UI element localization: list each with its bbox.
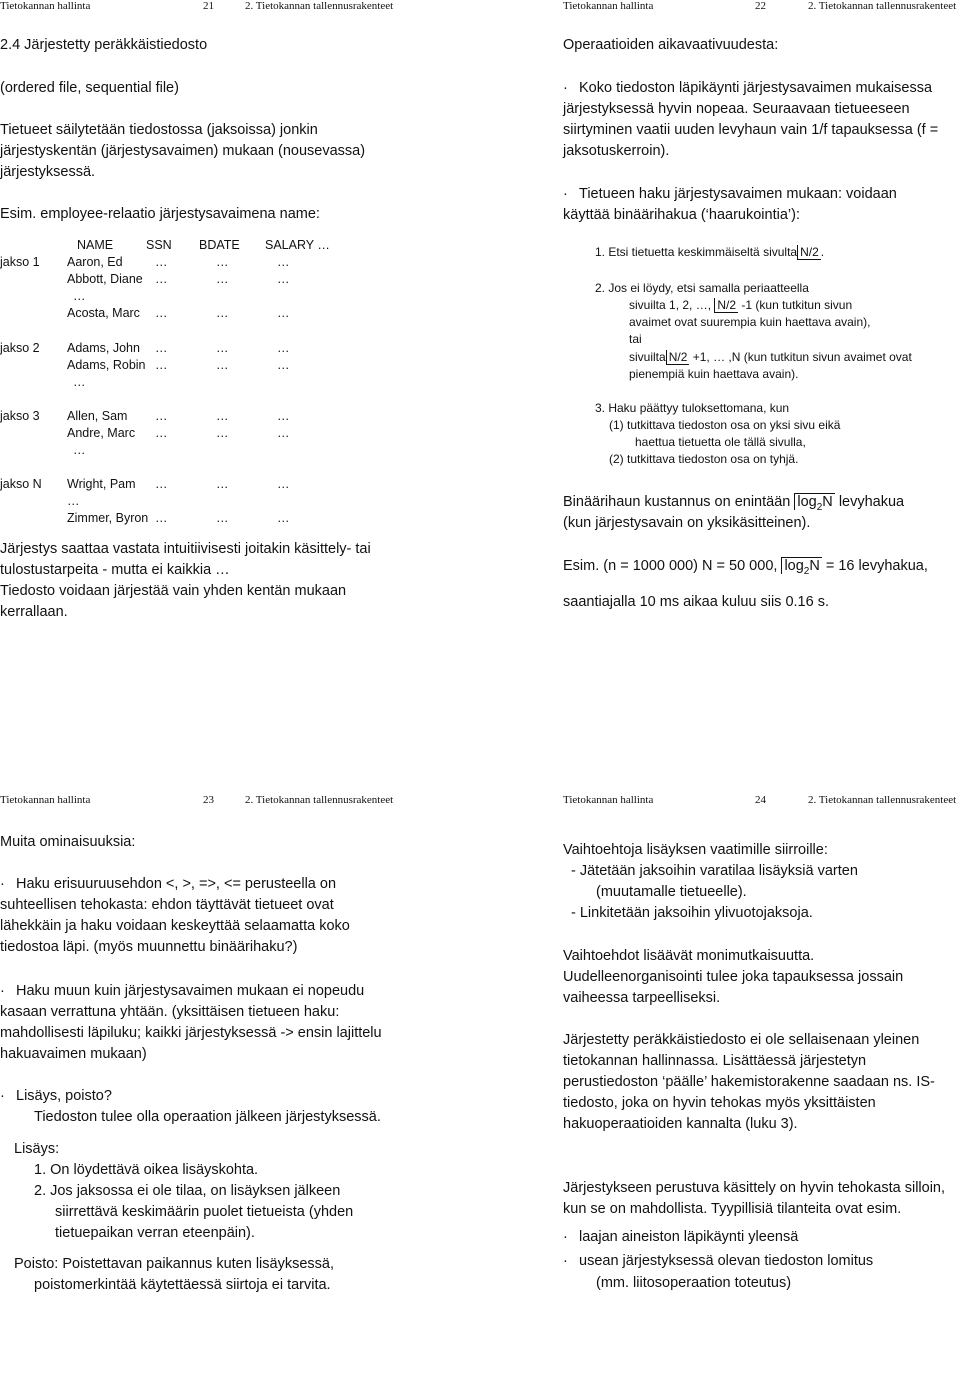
insert-step: 2. Jos jaksossa ei ole tilaa, on lisäyksen jälkeen <box>34 1183 341 1199</box>
page-header <box>563 0 960 14</box>
record-name: Adams, John <box>67 341 140 355</box>
page-23 <box>0 794 420 1394</box>
chapter-name: 2. Tietokannan tallennusrakenteet <box>245 794 394 806</box>
paragraph-line: vaiheessa tarpeelliseksi. <box>563 990 721 1006</box>
ceiling-expression <box>781 557 821 577</box>
field-ellipsis: … <box>277 409 290 423</box>
step-2-line <box>629 349 912 366</box>
step-3-line: haettua tietuetta ole tällä sivulla, <box>635 435 806 449</box>
paragraph-line: Järjestetty peräkkäistiedosto ei ole sellaisenaan yleinen <box>563 1032 920 1048</box>
page-number: 22 <box>755 0 766 12</box>
step-3-line: (2) tutkittava tiedoston osa on tyhjä. <box>609 452 799 466</box>
paragraph-line: tietokannan hallinnassa. Lisättäessä järjestetyn <box>563 1053 867 1069</box>
record-name: Abbott, Diane <box>67 272 143 286</box>
step-2-line: 2. Jos ei löydy, etsi samalla periaatteella <box>595 281 809 295</box>
field-ellipsis: … <box>155 426 168 440</box>
section-heading: Operaatioiden aikavaativuudesta: <box>563 37 779 53</box>
course-name: Tietokannan hallinta <box>0 0 91 12</box>
bullet-line: Koko tiedoston läpikäynti järjestysavaimen mukaisessa <box>579 80 933 96</box>
step-2-line: tai <box>629 332 642 346</box>
bullet-icon: · <box>0 876 5 892</box>
intro-line: Tietueet säilytetään tiedostossa (jaksoissa) jonkin <box>0 122 318 138</box>
note-line: Tiedosto voidaan järjestää vain yhden kentän mukaan <box>0 583 347 599</box>
field-ellipsis: … <box>155 272 168 286</box>
insert-step: siirrettävä keskimäärin puolet tietueista (yhden <box>55 1204 354 1220</box>
course-name: Tietokannan hallinta <box>563 794 654 806</box>
bullet-line: järjestyksessä hyvin nopeaa. Seuraavaan tietueeseen <box>563 101 910 117</box>
paragraph-line: Järjestykseen perustuva käsittely on hyvin tehokasta silloin, <box>563 1180 946 1196</box>
section-title: 2.4 Järjestetty peräkkäistiedosto <box>0 37 208 53</box>
bullet-line: usean järjestyksessä olevan tiedoston lomitus <box>579 1253 874 1269</box>
step-2-line <box>629 297 852 314</box>
bullet-line: siirtyminen vaatii uuden levyhaun vain 1/f tapauksessa (f = <box>563 122 939 138</box>
step-2-line: avaimet ovat suurempia kuin haettava avain), <box>629 315 871 329</box>
page-header <box>0 794 397 808</box>
log-variable: N <box>822 494 833 510</box>
field-ellipsis: … <box>216 409 229 423</box>
page-number: 24 <box>755 794 766 806</box>
field-ellipsis: … <box>277 306 290 320</box>
field-ellipsis: … <box>216 477 229 491</box>
row-ellipsis: … <box>73 443 86 457</box>
ceiling-expression <box>794 493 834 513</box>
block-label: jakso N <box>0 477 42 491</box>
step-text: . <box>820 245 825 259</box>
field-ellipsis: … <box>155 306 168 320</box>
bullet-line: suhteellisen tehokasta: ehdon täyttävät tietueet ovat <box>0 897 334 913</box>
example-caption: Esim. employee-relaatio järjestysavaimena name: <box>0 206 320 222</box>
cost-text: levyhakua <box>838 494 905 510</box>
step-3-line: 3. Haku päättyy tuloksettomana, kun <box>595 401 790 415</box>
step-text: 1. Etsi tietuetta keskimmäiseltä sivulta <box>595 245 798 259</box>
page-24 <box>563 794 960 1394</box>
column-header: NAME <box>77 238 114 252</box>
row-ellipsis: … <box>73 289 86 303</box>
page-22 <box>563 0 960 610</box>
course-name: Tietokannan hallinta <box>563 0 654 12</box>
field-ellipsis: … <box>155 255 168 269</box>
bullet-line: Lisäys, poisto? <box>16 1088 112 1104</box>
step-2-line: pienempiä kuin haettava avain). <box>629 367 799 381</box>
paragraph-line: kun se on mahdollista. Tyypillisiä tilanteita ovat esim. <box>563 1201 902 1217</box>
record-name: Zimmer, Byron <box>67 511 149 525</box>
record-name: Andre, Marc <box>67 426 136 440</box>
bullet-line: Tietueen haku järjestysavaimen mukaan: voidaan <box>579 186 897 202</box>
bullet-icon: · <box>0 983 5 999</box>
field-ellipsis: … <box>277 426 290 440</box>
insert-step: 1. On löydettävä oikea lisäyskohta. <box>34 1162 259 1178</box>
bullet-line: mahdollisesti läpiluku; kaikki järjestyksessä -> ensin lajittelu <box>0 1025 382 1041</box>
example-text: Esim. (n = 1000 000) N = 50 000, <box>563 558 778 574</box>
insert-step: tietuepaikan verran eteenpäin). <box>55 1225 255 1241</box>
floor-expression: N/2 <box>797 245 821 260</box>
page-header <box>0 0 397 14</box>
row-ellipsis: … <box>67 494 80 508</box>
section-heading: Muita ominaisuuksia: <box>0 834 136 850</box>
intro-line: järjestyksessä. <box>0 164 96 180</box>
block-label: jakso 2 <box>0 341 40 355</box>
bullet-line: Haku erisuuruusehdon <, >, =>, <= perusteella on <box>16 876 337 892</box>
paragraph-line: - Linkitetään jaksoihin ylivuotojaksoja. <box>571 905 813 921</box>
bullet-icon: · <box>563 186 568 202</box>
column-header: SSN <box>146 238 172 252</box>
step-text: +1, … ,N (kun tutkitun sivun avaimet ovat <box>692 350 912 364</box>
record-name: Aaron, Ed <box>67 255 123 269</box>
step-text: sivuilta 1, 2, …, <box>629 298 712 312</box>
field-ellipsis: … <box>155 341 168 355</box>
bullet-line: Tiedoston tulee olla operaation jälkeen järjestyksessä. <box>34 1109 381 1125</box>
field-ellipsis: … <box>216 358 229 372</box>
floor-expression: N/2 <box>666 350 690 365</box>
page-header <box>563 794 960 808</box>
step-text: -1 (kun tutkitun sivun <box>741 298 853 312</box>
bullet-line: kasaan verrattuna yhtään. (yksittäisen tietueen haku: <box>0 1004 340 1020</box>
paragraph-line: perustiedoston ‘päälle’ hakemistorakenne saadaan ns. IS- <box>563 1074 935 1090</box>
log-variable: N <box>809 558 820 574</box>
bullet-line: tiedostoa läpi. (myös muunnettu binäärihaku?) <box>0 939 298 955</box>
bullet-icon: · <box>563 1229 568 1245</box>
bullet-icon: · <box>563 80 568 96</box>
bullet-icon: · <box>563 1253 568 1269</box>
note-line: tulostustarpeita - mutta ei kaikkia … <box>0 562 230 578</box>
field-ellipsis: … <box>277 341 290 355</box>
paragraph-line: (muutamalle tietueelle). <box>596 884 747 900</box>
record-name: Wright, Pam <box>67 477 136 491</box>
paragraph-line: tiedosto, joka on hyvin tehokas myös yksittäisten <box>563 1095 876 1111</box>
field-ellipsis: … <box>216 426 229 440</box>
cost-line: (kun järjestysavain on yksikäsitteinen). <box>563 515 811 531</box>
example-line: saantiajalla 10 ms aikaa kuluu siis 0.16 s. <box>563 594 829 610</box>
page-21 <box>0 0 420 620</box>
note-line: kerrallaan. <box>0 604 68 620</box>
chapter-name: 2. Tietokannan tallennusrakenteet <box>245 0 394 12</box>
field-ellipsis: … <box>155 358 168 372</box>
column-header: BDATE <box>199 238 240 252</box>
paragraph-line: hakuoperaatioiden kannalta (luku 3). <box>563 1116 798 1132</box>
step-1 <box>595 244 824 261</box>
field-ellipsis: … <box>216 272 229 286</box>
field-ellipsis: … <box>277 358 290 372</box>
step-3-line: (1) tutkittava tiedoston osa on yksi sivu eikä <box>609 418 841 432</box>
record-name: Acosta, Marc <box>67 306 140 320</box>
floor-expression: N/2 <box>714 298 738 313</box>
course-name: Tietokannan hallinta <box>0 794 91 806</box>
delete-line: Poisto: Poistettavan paikannus kuten lisäyksessä, <box>14 1256 334 1272</box>
chapter-name: 2. Tietokannan tallennusrakenteet <box>808 0 957 12</box>
bullet-line: jaksotuskerroin). <box>563 143 670 159</box>
record-name: Adams, Robin <box>67 358 146 372</box>
intro-line: järjestyskentän (järjestysavaimen) mukaan (nousevassa) <box>0 143 366 159</box>
page-number: 21 <box>203 0 214 12</box>
section-subtitle: (ordered file, sequential file) <box>0 80 179 96</box>
row-ellipsis: … <box>73 375 86 389</box>
paragraph-line: Uudelleenorganisointi tulee joka tapauksessa jossain <box>563 969 904 985</box>
log-base: 2 <box>816 501 823 513</box>
bullet-line: hakuavaimen mukaan) <box>0 1046 147 1062</box>
block-label: jakso 3 <box>0 409 40 423</box>
field-ellipsis: … <box>155 477 168 491</box>
paragraph-line: - Jätetään jaksoihin varatilaa lisäyksiä varten <box>571 863 858 879</box>
field-ellipsis: … <box>216 511 229 525</box>
example-text: = 16 levyhakua, <box>825 558 928 574</box>
field-ellipsis: … <box>216 341 229 355</box>
example-line <box>563 556 928 582</box>
record-name: Allen, Sam <box>67 409 128 423</box>
field-ellipsis: … <box>277 272 290 286</box>
log-text: log <box>784 558 804 574</box>
bullet-line: käyttää binäärihakua (‘haarukointia’): <box>563 207 800 223</box>
block-label: jakso 1 <box>0 255 40 269</box>
bullet-line: (mm. liitosoperaation toteutus) <box>596 1275 792 1291</box>
field-ellipsis: … <box>155 409 168 423</box>
bullet-line: laajan aineiston läpikäynti yleensä <box>579 1229 799 1245</box>
step-text: sivuilta <box>629 350 666 364</box>
field-ellipsis: … <box>277 477 290 491</box>
insert-heading: Lisäys: <box>14 1141 60 1157</box>
field-ellipsis: … <box>277 255 290 269</box>
cost-text: Binäärihaun kustannus on enintään <box>563 494 791 510</box>
column-header: SALARY … <box>265 238 330 252</box>
field-ellipsis: … <box>216 306 229 320</box>
paragraph-line: Vaihtoehdot lisäävät monimutkaisuutta. <box>563 948 815 964</box>
field-ellipsis: … <box>155 511 168 525</box>
bullet-icon: · <box>0 1088 5 1104</box>
field-ellipsis: … <box>277 511 290 525</box>
page-number: 23 <box>203 794 214 806</box>
log-text: log <box>797 494 817 510</box>
paragraph-line: Vaihtoehtoja lisäyksen vaatimille siirroille: <box>563 842 828 858</box>
log-base: 2 <box>803 565 810 577</box>
note-line: Järjestys saattaa vastata intuitiivisesti joitakin käsittely- tai <box>0 541 371 557</box>
delete-line: poistomerkintää käytettäessä siirtoja ei tarvita. <box>34 1277 331 1293</box>
bullet-line: Haku muun kuin järjestysavaimen mukaan ei nopeudu <box>16 983 365 999</box>
field-ellipsis: … <box>216 255 229 269</box>
chapter-name: 2. Tietokannan tallennusrakenteet <box>808 794 957 806</box>
bullet-line: lähekkäin ja haku voidaan keskeyttää selaamatta koko <box>0 918 350 934</box>
